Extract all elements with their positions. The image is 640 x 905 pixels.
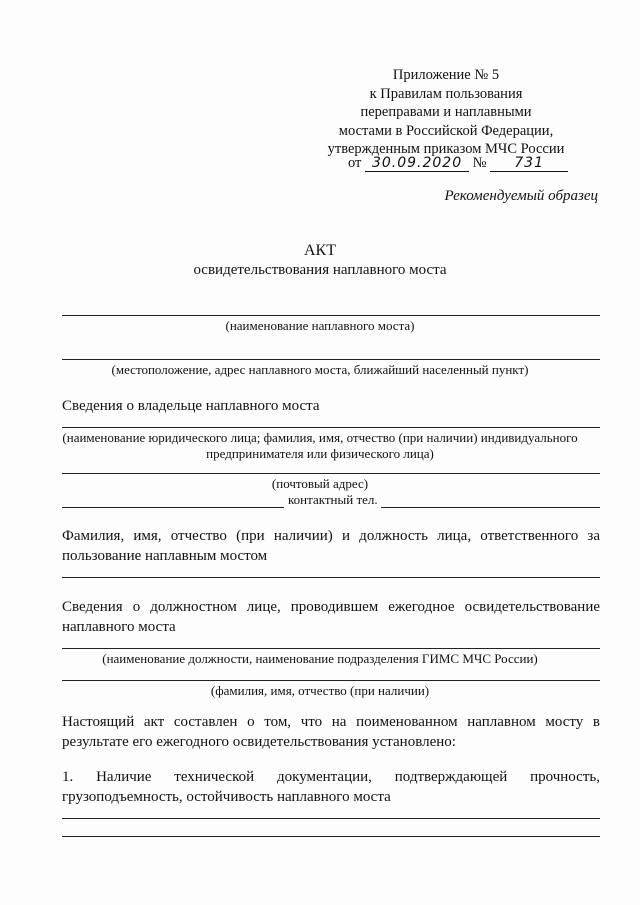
bridge-name-caption: (наименование наплавного моста) — [225, 318, 415, 333]
official-position-line — [62, 648, 600, 649]
annex-line: переправами и наплавными — [360, 104, 532, 120]
responsible-person-line — [62, 577, 600, 578]
document-title: АКТ — [304, 242, 336, 259]
statement-line-2: результате его ежегодного освидетельствования установлено: — [62, 733, 456, 750]
contact-phone-label: контактный тел. — [288, 492, 378, 507]
annex-block — [296, 66, 596, 159]
responsible-person-heading — [62, 527, 600, 566]
item-1-paragraph — [62, 768, 600, 807]
recommended-sample-note: Рекомендуемый образец — [444, 188, 598, 204]
owner-heading: Сведения о владельце наплавного моста — [62, 398, 320, 414]
statement-line-1: Настоящий акт составлен о том, что на поименованном наплавном мосту в — [62, 714, 600, 730]
number-label: № — [472, 155, 487, 171]
official-heading-line-2: наплавного моста — [62, 618, 176, 635]
statement-paragraph — [62, 713, 600, 752]
owner-name-caption-1: (наименование юридического лица; фамилия, имя, отчество (при наличии) индивидуального — [62, 430, 578, 445]
responsible-heading-line-1: Фамилия, имя, отчество (при наличии) и должность лица, ответственного за — [62, 528, 600, 544]
location-line — [62, 359, 600, 360]
order-number: 731 — [490, 155, 568, 172]
official-fio-line — [62, 680, 600, 681]
official-heading — [62, 598, 600, 637]
contact-phone-line — [381, 507, 600, 508]
postal-address-line — [62, 473, 600, 474]
owner-name-caption-2: предпринимателя или физического лица) — [206, 446, 434, 461]
postal-address-caption: (почтовый адрес) — [271, 476, 369, 491]
official-heading-line-1: Сведения о должностном лице, проводившем ежегодное освидетельствование — [62, 599, 600, 615]
official-position-caption: (наименование должности, наименование подразделения ГИМС МЧС России) — [102, 651, 538, 666]
item-1-line-2: грузоподъемность, остойчивость наплавного моста — [62, 788, 391, 805]
responsible-heading-line-2: пользование наплавным мостом — [62, 547, 268, 564]
item-1-answer-line-2 — [62, 836, 600, 837]
official-fio-caption: (фамилия, имя, отчество (при наличии) — [210, 683, 430, 698]
item-1-answer-line-1 — [62, 818, 600, 819]
owner-name-line — [62, 427, 600, 428]
annex-line: мостами в Российской Федерации, — [338, 122, 554, 139]
order-date: 30.09.2020 — [365, 155, 469, 172]
extra-address-line — [62, 507, 284, 508]
from-label: от — [348, 155, 362, 171]
document-subtitle: освидетельствования наплавного моста — [193, 262, 447, 278]
bridge-name-line — [62, 315, 600, 316]
item-1-line-1: 1. Наличие технической документации, подтверждающей прочность, — [62, 769, 600, 785]
location-caption: (местоположение, адрес наплавного моста, ближайший населенный пункт) — [111, 362, 529, 377]
order-date-row — [348, 155, 568, 172]
annex-line: утвержденным приказом МЧС России — [327, 141, 565, 157]
annex-line: Приложение № 5 — [392, 67, 500, 83]
annex-line: к Правилам пользования — [369, 85, 523, 102]
